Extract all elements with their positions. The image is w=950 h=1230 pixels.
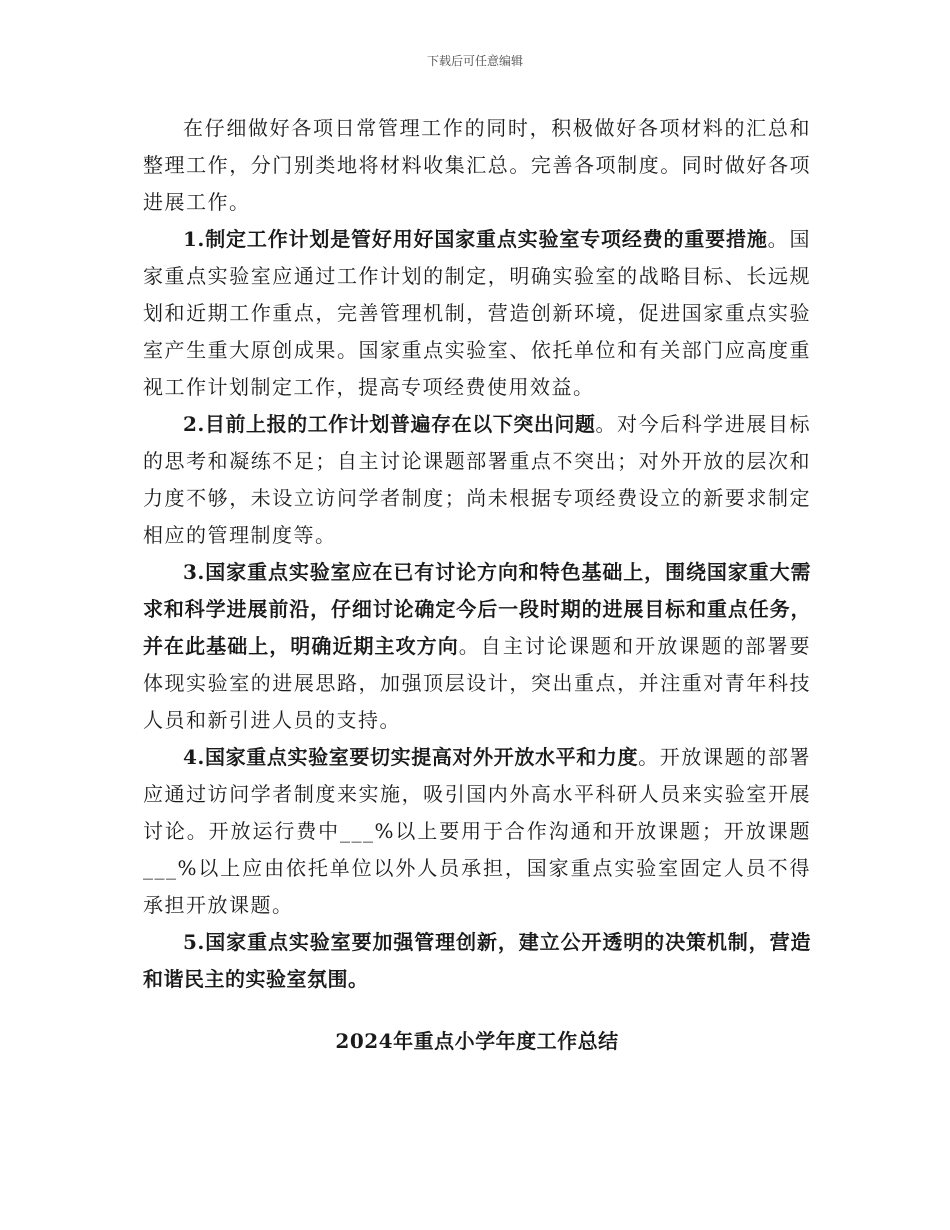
paragraph-text: 在仔细做好各项日常管理工作的同时，积极做好各项材料的汇总和整理工作，分门别类地将材料收集汇总。完善各项制度。同时做好各项进展工作。 (143, 116, 811, 214)
paragraph-item-3 (143, 554, 811, 739)
paragraph-item-4 (143, 739, 811, 924)
paragraph-text: 。国家重点实验室应通过工作计划的制定，明确实验室的战略目标、长远规划和近期工作重点，完善管理机制，营造创新环境，促进国家重点实验室产生重大原创成果。国家重点实验室、依托单位和有关部门应高度重视工作计划制定工作，提高专项经费使用效益。 (143, 227, 811, 399)
paragraph-lead: 5.国家重点实验室要加强管理创新，建立公开透明的决策机制，营造和谐民主的实验室氛围。 (143, 930, 811, 991)
paragraph-lead: 3.国家重点实验室应在已有讨论方向和特色基础上，围绕国家重大需求和科学进展前沿，仔细讨论确定今后一段时期的进展目标和重点任务，并在此基础上，明确近期主攻方向 (143, 560, 811, 658)
document-body (143, 110, 811, 1060)
paragraph-lead: 1.制定工作计划是管好用好国家重点实验室专项经费的重要措施 (183, 227, 768, 251)
paragraph-item-1 (143, 221, 811, 406)
section-heading: 2024年重点小学年度工作总结 (335, 1029, 619, 1053)
paragraph-item-2 (143, 406, 811, 554)
paragraph-item-5 (143, 924, 811, 998)
page-header-note: 下载后可任意编辑 (426, 54, 523, 68)
paragraph-text: 。自主讨论课题和开放课题的部署要体现实验室的进展思路，加强顶层设计，突出重点，并注重对青年科技人员和新引进人员的支持。 (143, 634, 811, 732)
paragraph-text: 。开放课题的部署应通过访问学者制度来实施，吸引国内外高水平科研人员来实验室开展讨论。开放运行费中___%以上要用于合作沟通和开放课题；开放课题___%以上应由依托单位以外人员承担，国家重点实验室固定人员不得承担开放课题。 (143, 745, 811, 917)
paragraph-lead: 2.目前上报的工作计划普遍存在以下突出问题 (183, 412, 596, 436)
paragraph-lead: 4.国家重点实验室要切实提高对外开放水平和力度 (183, 745, 639, 769)
paragraph-text: 。对今后科学进展目标的思考和凝练不足；自主讨论课题部署重点不突出；对外开放的层次和力度不够，未设立访问学者制度；尚未根据专项经费设立的新要求制定相应的管理制度等。 (143, 412, 811, 547)
paragraph-intro (143, 110, 811, 221)
